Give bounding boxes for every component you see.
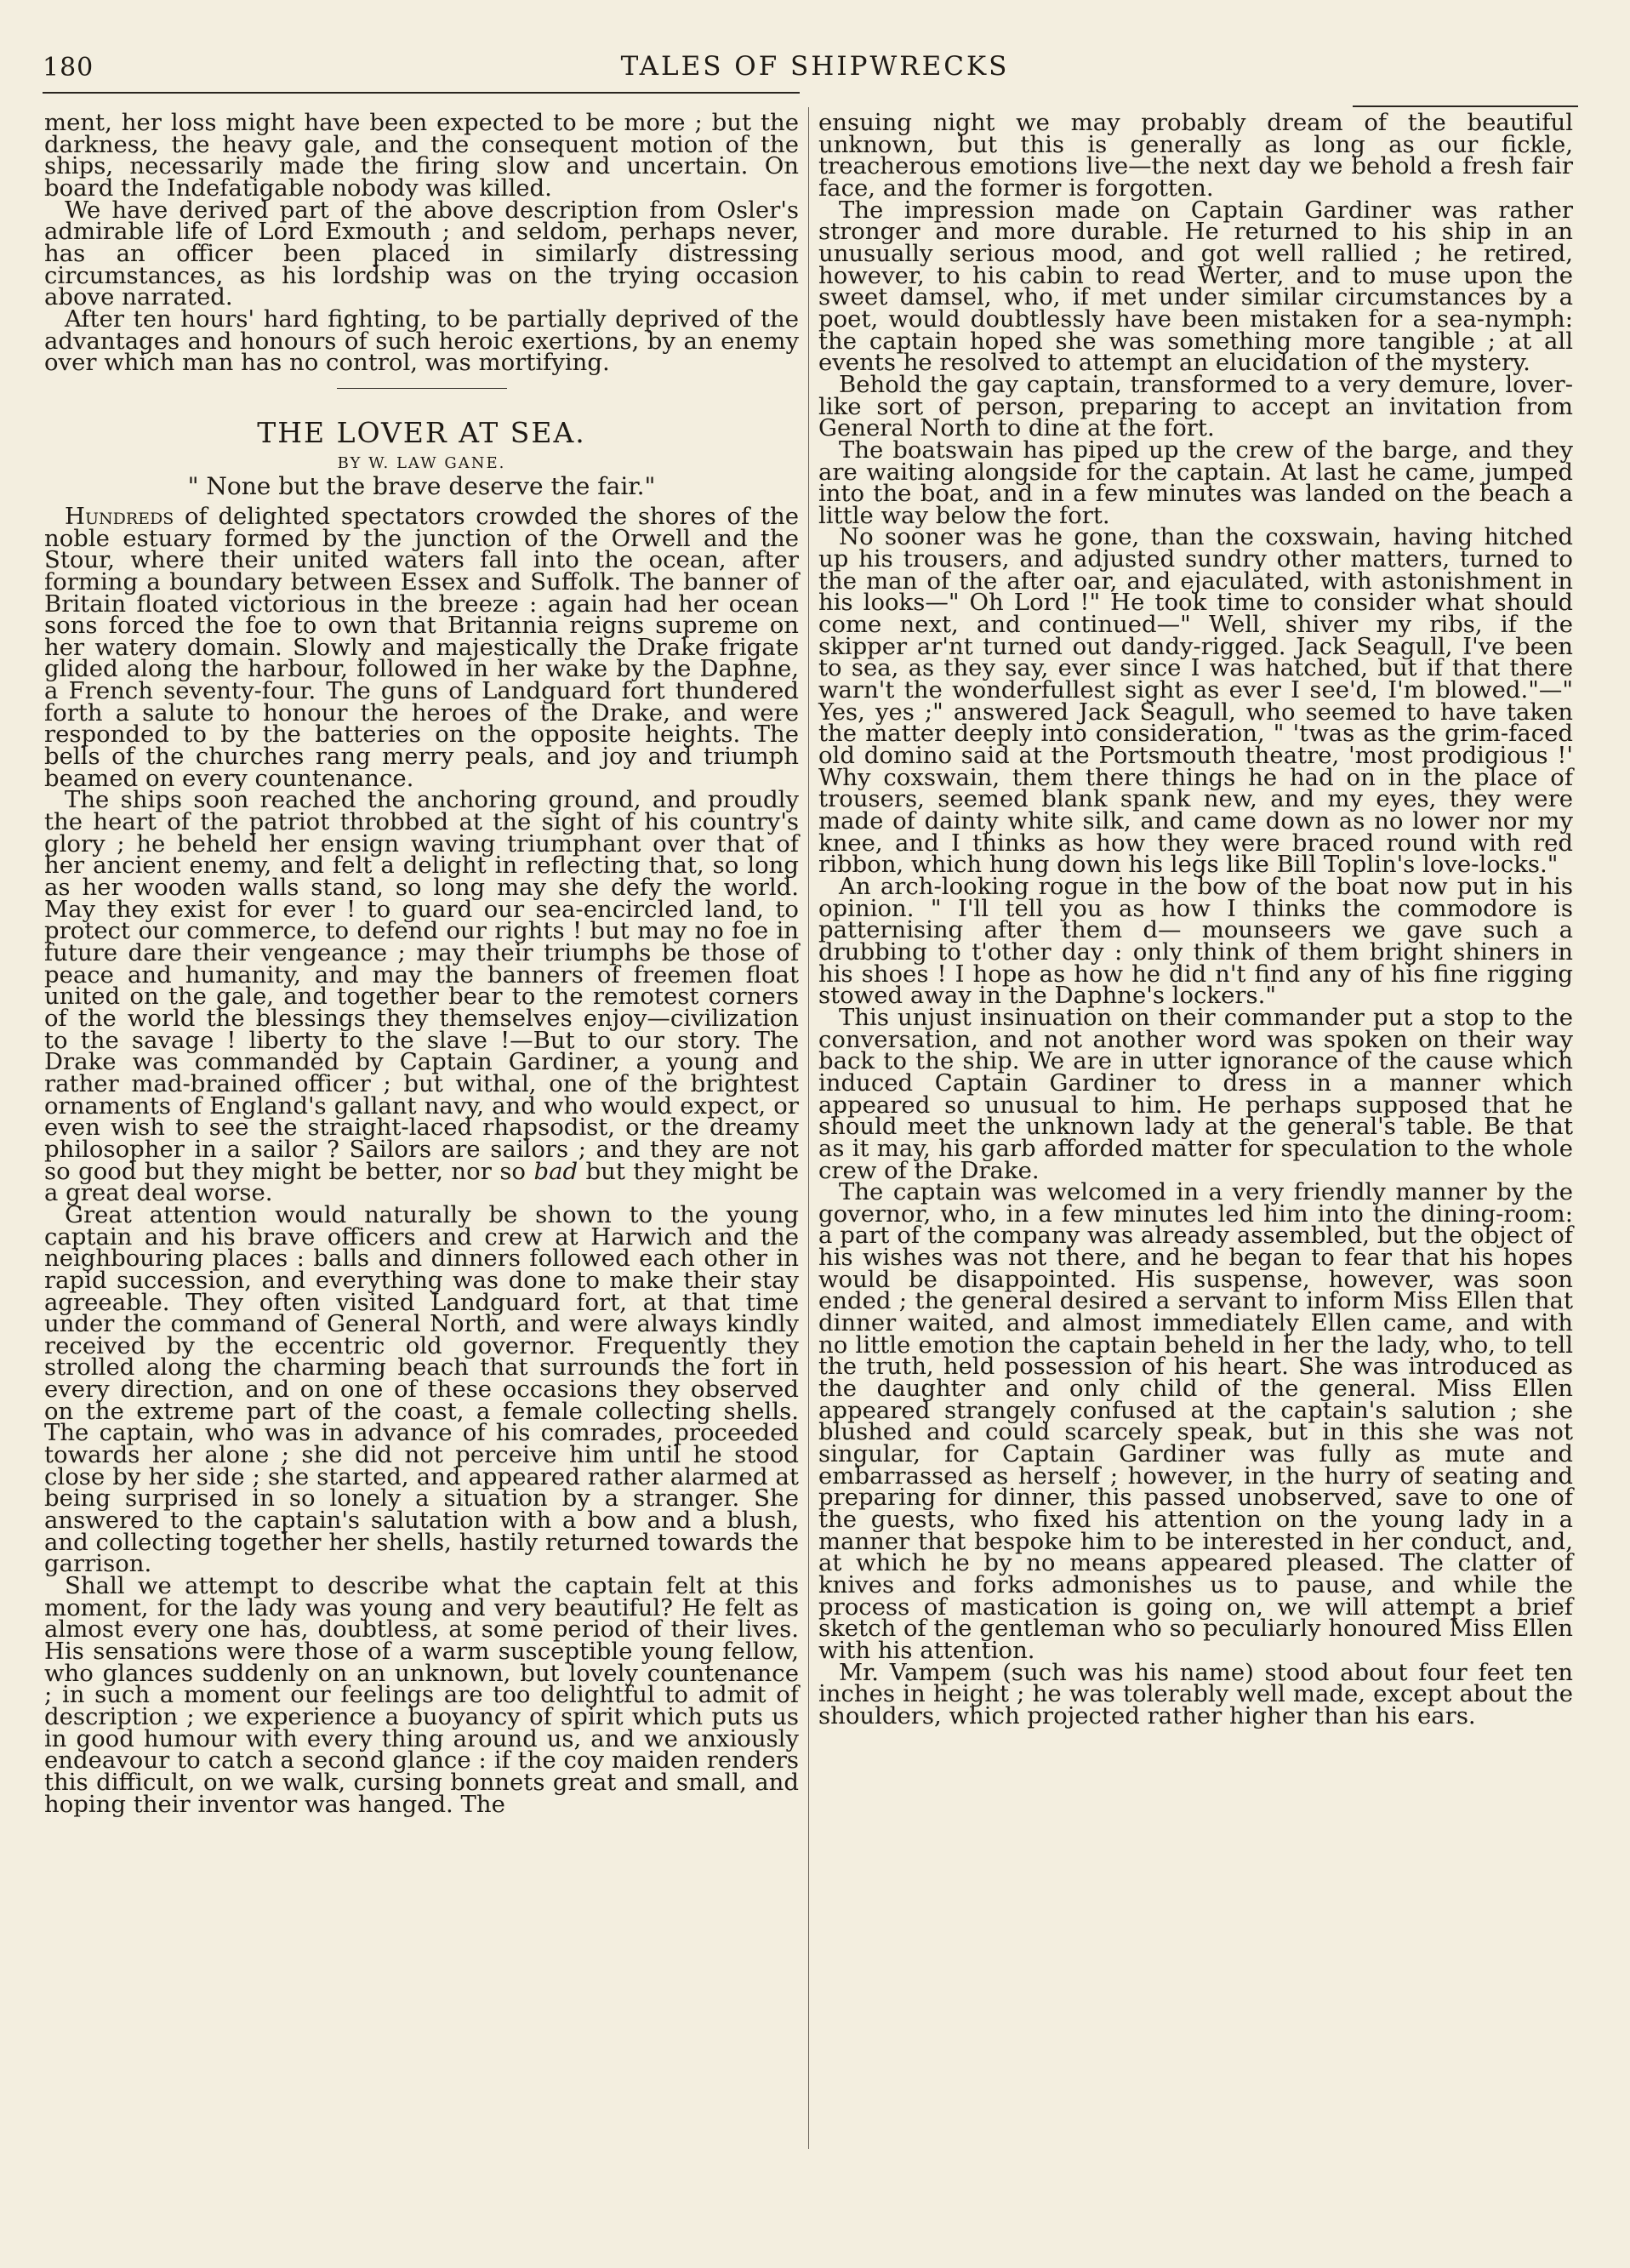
- paragraph: Great attention would naturally be shown to the young captain and his brave officers and crew at Harwich and the neighbouring places : balls and dinners followed each other in rapid succession, and everything was done to make their stay agreeable. They often visited Landguard fort, at that time under the command of General North, and were always kindly received by the eccentric old governor. Frequently they strolled along the charming beach that surrounds the fort in every direction, and on one of these occasions they observed on the extreme part of the coast, a female collecting shells. The captain, who was in advance of his comrades, proceeded towards her alone ; she did not perceive him until he stood close by her side ; she started, and appeared rather alarmed at being surprised in so lonely a situation by a stranger. She answered to the captain's salutation with a bow and a blush, and collecting together her shells, hastily returned towards the garrison.: [44, 1200, 799, 1578]
- paragraph-text: of delighted spectators crowded the shores of the noble estuary formed by the junction of the Orwell and the Stour, where their united waters fall into the ocean, after forming a boundary between Essex and Suffolk. The banner of Britain floated victorious in the breeze : again had her ocean sons forced the foe to own that Britannia reigns supreme on her watery domain. Slowly and majestically the Drake frigate glided along the harbour, followed in her wake by the Daphne, a French seventy-four. The guns of Landguard fort thundered forth a salute to honour the heroes of the Drake, and were responded to by the batteries on the opposite heights. The bells of the churches rang merry peals, and joy and triumph beamed on every countenance.: [44, 502, 799, 792]
- page-number: 180: [43, 53, 94, 83]
- paragraph: [44, 786, 800, 1207]
- left-column: [44, 109, 800, 1818]
- paragraph: The captain was welcomed in a very friendly manner by the governor, who, in a few minutes led him into the dining-room: a part of the company was already assembled, but the object of his wishes was not there, and he began to fear that his hopes would be disappointed. His suspense, however, was soon ended ; the general desired a servant to inform Miss Ellen that dinner waited, and almost immediately Ellen came, and with no little emotion the captain beheld in her the lady, who, to tell the truth, held possession of his heart. She was introduced as the daughter and only child of the general. Miss Ellen appeared strangely confused at the captain's salution ; she blushed and could scarcely speak, but in this she was not singular, for Captain Gardiner was fully as mute and embarrassed as herself ; however, in the hurry of seating and preparing for dinner, this passed unobserved, save to one of the guests, who fixed his attention on the young lady in a manner that bespoke him to be interested in her conduct, and, at which he by no means appeared pleased. The clatter of knives and forks admonishes us to pause, and while the process of mastication is going on, we will attempt a brief sketch of the gentleman who so peculiarly honoured Miss Ellen with his attention.: [818, 1178, 1573, 1664]
- paragraph: Behold the gay captain, transformed to a very demure, lover-like sort of person, preparing to accept an invitation from General North to dine at the fort.: [818, 370, 1573, 442]
- paragraph: An arch-looking rogue in the bow of the boat now put in his opinion. " I'll tell you as how I thinks the commodore is patternising after them d— mounseers we gave such a drubbing to t'other day : only think of them bright shiners in his shoes ! I hope as how he did n't find any of his fine rigging stowed away in the Daphne's lockers.": [818, 872, 1573, 1010]
- story-motto: " None but the brave deserve the fair.": [187, 471, 656, 500]
- paragraph: After ten hours' hard fighting, to be partially deprived of the advantages and honours of such heroic exertions, by an enemy over which man has no control, was mortifying.: [44, 305, 799, 377]
- column-divider: [808, 107, 809, 2149]
- paragraph: This unjust insinuation on their commander put a stop to the conversation, and not another word was spoken on their way back to the ship. We are in utter ignorance of the cause which induced Captain Gardiner to dress in a manner which appeared so unusual to him. He perhaps supposed that he should meet the unknown lady at the general's table. Be that as it may, his garb afforded matter for speculation to the whole crew of the Drake.: [818, 1003, 1573, 1184]
- paragraph: We have derived part of the above description from Osler's admirable life of Lord Exmouth ; and seldom, perhaps never, has an officer been placed in similarly distressing circumstances, as his lordship was on the trying occasion above narrated.: [44, 196, 799, 311]
- paragraph: The boatswain has piped up the crew of the barge, and they are waiting alongside for the captain. At last he came, jumped into the boat, and in a few minutes was landed on the beach a little way below the fort.: [818, 436, 1573, 529]
- story-title: THE LOVER AT SEA.: [257, 415, 586, 449]
- paragraph-text: The ships soon reached the anchoring ground, and proudly the heart of the patriot throbbed at the sight of his country's glory ; he beheld her ensign waving triumphant over that of her ancient enemy, and felt a delight in reflecting that, so long as her wooden walls stand, so long may she defy the world. May they exist for ever ! to guard our sea-encircled land, to protect our commerce, to defend our rights ! but may no foe in future dare their vengeance ; may their triumphs be those of peace and humanity, and may the banners of freemen float united on the gale, and together bear to the remotest corners of the world the blessings they themselves enjoy—civilization to the savage ! liberty to the slave !—But to our story. The Drake was commanded by Captain Gardiner, a young and rather mad-brained officer ; but withal, one of the brightest ornaments of England's gallant navy, and who would expect, or even wish to see the straight-laced rhapsodist, or the dreamy philosopher in a sailor ? Sailors are sailors ; and they are not so good but they might be better, nor so: [44, 786, 799, 1185]
- italic-word: bad: [533, 1157, 578, 1185]
- running-title: TALES OF SHIPWRECKS: [620, 51, 1010, 82]
- paragraph: Shall we attempt to describe what the captain felt at this moment, for the lady was young and very beautiful? He felt as almost every one has, doubtless, at some period of their lives. His sensations were those of a warm susceptible young fellow, who glances suddenly on an unknown, but lovely countenance ; in such a moment our feelings are too delightful to admit of description ; we experience a buoyancy of spirit which puts us in good humour with every thing around us, and we anxiously endeavour to catch a second glance : if the coy maiden renders this difficult, on we walk, cursing bonnets great and small, and hoping their inventor was hanged. The: [44, 1572, 799, 1818]
- section-rule: [337, 388, 507, 389]
- paragraph: [44, 502, 799, 792]
- paragraph: The impression made on Captain Gardiner was rather stronger and more durable. He returned to his ship in an unusually serious mood, and got well rallied ; he retired, however, to his cabin to read Werter, and to muse upon the sweet damsel, who, if met under similar circumstances by a poet, would doubtlessly have been mistaken for a sea-nymph: the captain hoped she was something more tangible ; at all events he resolved to attempt an elucidation of the mystery.: [818, 196, 1573, 377]
- paragraph: Mr. Vampem (such was his name) stood about four feet ten inches in height ; he was tolerably well made, except about the shoulders, which projected rather higher than his ears.: [818, 1658, 1573, 1729]
- right-column: [818, 109, 1573, 1729]
- header-rule: [43, 92, 800, 94]
- paragraph-text: but they might be a great deal worse.: [44, 1157, 800, 1207]
- header-rule-right: [1353, 105, 1578, 107]
- story-byline: BY W. LAW GANE.: [337, 453, 506, 472]
- paragraph: ment, her loss might have been expected to be more ; but the darkness, the heavy gale, and the consequent motion of the ships, necessarily made the firing slow and uncertain. On board the Indefatigable nobody was killed.: [44, 109, 799, 202]
- paragraph: ensuing night we may probably dream of the beautiful unknown, but this is generally as long as our fickle, treacherous emotions live—the next day we behold a fresh fair face, and the former is forgotten.: [818, 109, 1573, 202]
- paragraph: No sooner was he gone, than the coxswain, having hitched up his trousers, and adjusted sundry other matters, turned to the man of the after oar, and ejaculated, with astonishment in his looks—" Oh Lord !" He took time to consider what should come next, and continued—" Well, shiver my ribs, if the skipper ar'nt turned out dandy-rigged. Jack Seagull, I've been to sea, as they say, ever since I was hatched, but if that there warn't the wonderfullest sight as ever I see'd, I'm blowed."—" Yes, yes ;" answered Jack Seagull, who seemed to have taken the matter deeply into consideration, " 'twas as the grim-faced old domino said at the Portsmouth theatre, 'most prodigious !' Why coxswain, them there things he had on in the place of trousers, seemed blank spank new, and my eyes, they were made of dainty white silk, and came down as no lower nor my knee, and I thinks as how they were braced round with red ribbon, which hung down his legs like Bill Toplin's love-locks.": [818, 523, 1573, 879]
- drop-lead: Hundreds: [65, 502, 174, 530]
